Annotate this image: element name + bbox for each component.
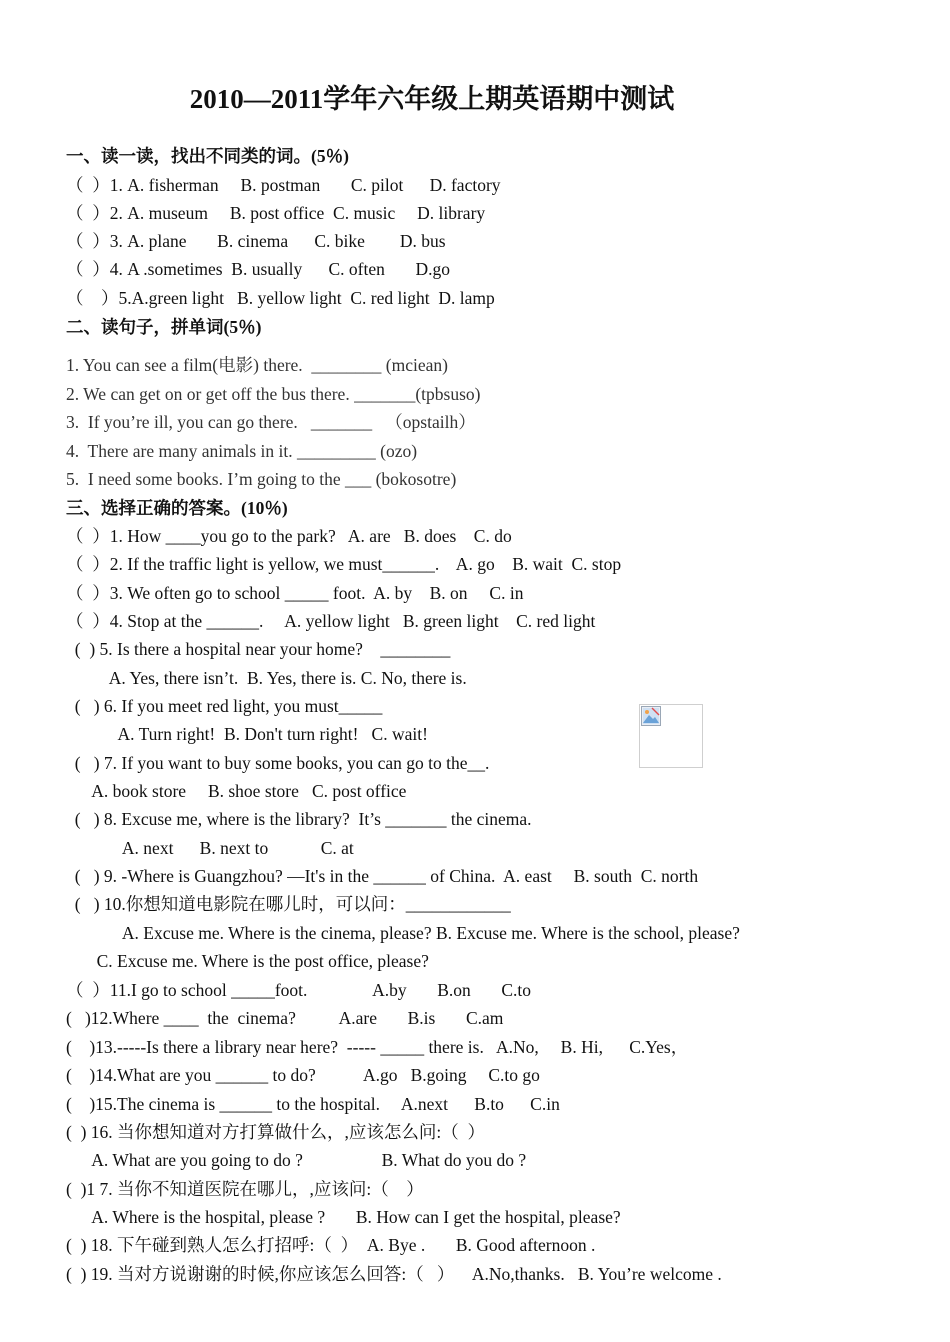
question-line: ( ) 7. If you want to buy some books, you can go to the__.: [66, 753, 490, 773]
answer-options-line: A. Yes, there isn’t. B. Yes, there is. C. No, there is.: [66, 668, 467, 688]
question-line: 4. There are many animals in it. _________ (ozo): [66, 441, 418, 461]
question-line: （ ）2. If the traffic light is yellow, we must______. A. go B. wait C. stop: [66, 554, 622, 574]
answer-options-line: A. What are you going to do ? B. What do you do ?: [66, 1150, 527, 1170]
question-line: ( ) 16. 当你想知道对方打算做什么，,应该怎么问:（ ）: [66, 1122, 486, 1142]
question-line: ( ) 6. If you meet red light, you must_____: [66, 696, 383, 716]
answer-options-line: A. book store B. shoe store C. post office: [66, 781, 407, 801]
question-line: （ ）4. A .sometimes B. usually C. often D.go: [66, 259, 451, 279]
question-line: （ ）4. Stop at the ______. A. yellow light B. green light C. red light: [66, 611, 596, 631]
section-1-heading: 一、读一读，找出不同类的词。(5％): [66, 146, 349, 166]
answer-options-line: C. Excuse me. Where is the post office, please?: [66, 951, 429, 971]
question-line: ( ) 8. Excuse me, where is the library? It’s _______ the cinema.: [66, 809, 532, 829]
question-line: ( )1 7. 当你不知道医院在哪儿，,应该问:（ ）: [66, 1179, 424, 1199]
question-line: 3. If you’re ill, you can go there. _______ （opstailh）: [66, 412, 476, 432]
question-line: （ ）5.A.green light B. yellow light C. red light D. lamp: [66, 288, 495, 308]
question-line: ( )12.Where ____ the cinema? A.are B.is C.am: [66, 1008, 504, 1028]
question-line: ( )13.-----Is there a library near here? ----- _____ there is. A.No, B. Hi, C.Yes，: [66, 1037, 689, 1057]
answer-options-line: A. Where is the hospital, please ? B. How can I get the hospital, please?: [66, 1207, 621, 1227]
broken-image-placeholder: [639, 704, 703, 768]
question-line: ( ) 19. 当对方说谢谢的时候,你应该怎么回答:（ ） A.No,thanks. B. You’re welcome .: [66, 1264, 722, 1284]
question-line: 5. I need some books. I’m going to the ___ (bokosotre): [66, 469, 457, 489]
section-2-heading: 二、读句子，拼单词(5％): [66, 317, 262, 337]
question-line: ( ) 18. 下午碰到熟人怎么打招呼:（ ） A. Bye . B. Good afternoon .: [66, 1235, 596, 1255]
question-line: ( ) 9. -Where is Guangzhou? —It's in the ______ of China. A. east B. south C. north: [66, 866, 699, 886]
question-line: 1. You can see a film(电影) there. ________ (mciean): [66, 355, 448, 375]
question-line: （ ）1. How ____you go to the park? A. are B. does C. do: [66, 526, 512, 546]
question-line: （ ）2. A. museum B. post office C. music D. library: [66, 203, 486, 223]
broken-image-icon: [641, 706, 661, 726]
question-line: ( ) 5. Is there a hospital near your home? ________: [66, 639, 451, 659]
question-line: ( )15.The cinema is ______ to the hospital. A.next B.to C.in: [66, 1094, 560, 1114]
question-line: ( )14.What are you ______ to do? A.go B.going C.to go: [66, 1065, 540, 1085]
answer-options-line: A. next B. next to C. at: [66, 838, 354, 858]
question-line: ( ) 10.你想知道电影院在哪儿时，可以问：____________: [66, 894, 511, 914]
answer-options-line: A. Excuse me. Where is the cinema, please? B. Excuse me. Where is the school, please?: [66, 923, 740, 943]
question-line: （ ）11.I go to school _____foot. A.by B.on C.to: [66, 980, 532, 1000]
question-line: 2. We can get on or get off the bus there. _______(tpbsuso): [66, 384, 481, 404]
section-3-heading: 三、选择正确的答案。(10％): [66, 498, 288, 518]
question-line: （ ）3. We often go to school _____ foot. A. by B. on C. in: [66, 583, 524, 603]
question-line: （ ）1. A. fisherman B. postman C. pilot D. factory: [66, 175, 501, 195]
page-title: 2010—2011学年六年级上期英语期中测试: [189, 84, 675, 114]
answer-options-line: A. Turn right! B. Don't turn right! C. wait!: [66, 724, 428, 744]
question-line: （ ）3. A. plane B. cinema C. bike D. bus: [66, 231, 446, 251]
